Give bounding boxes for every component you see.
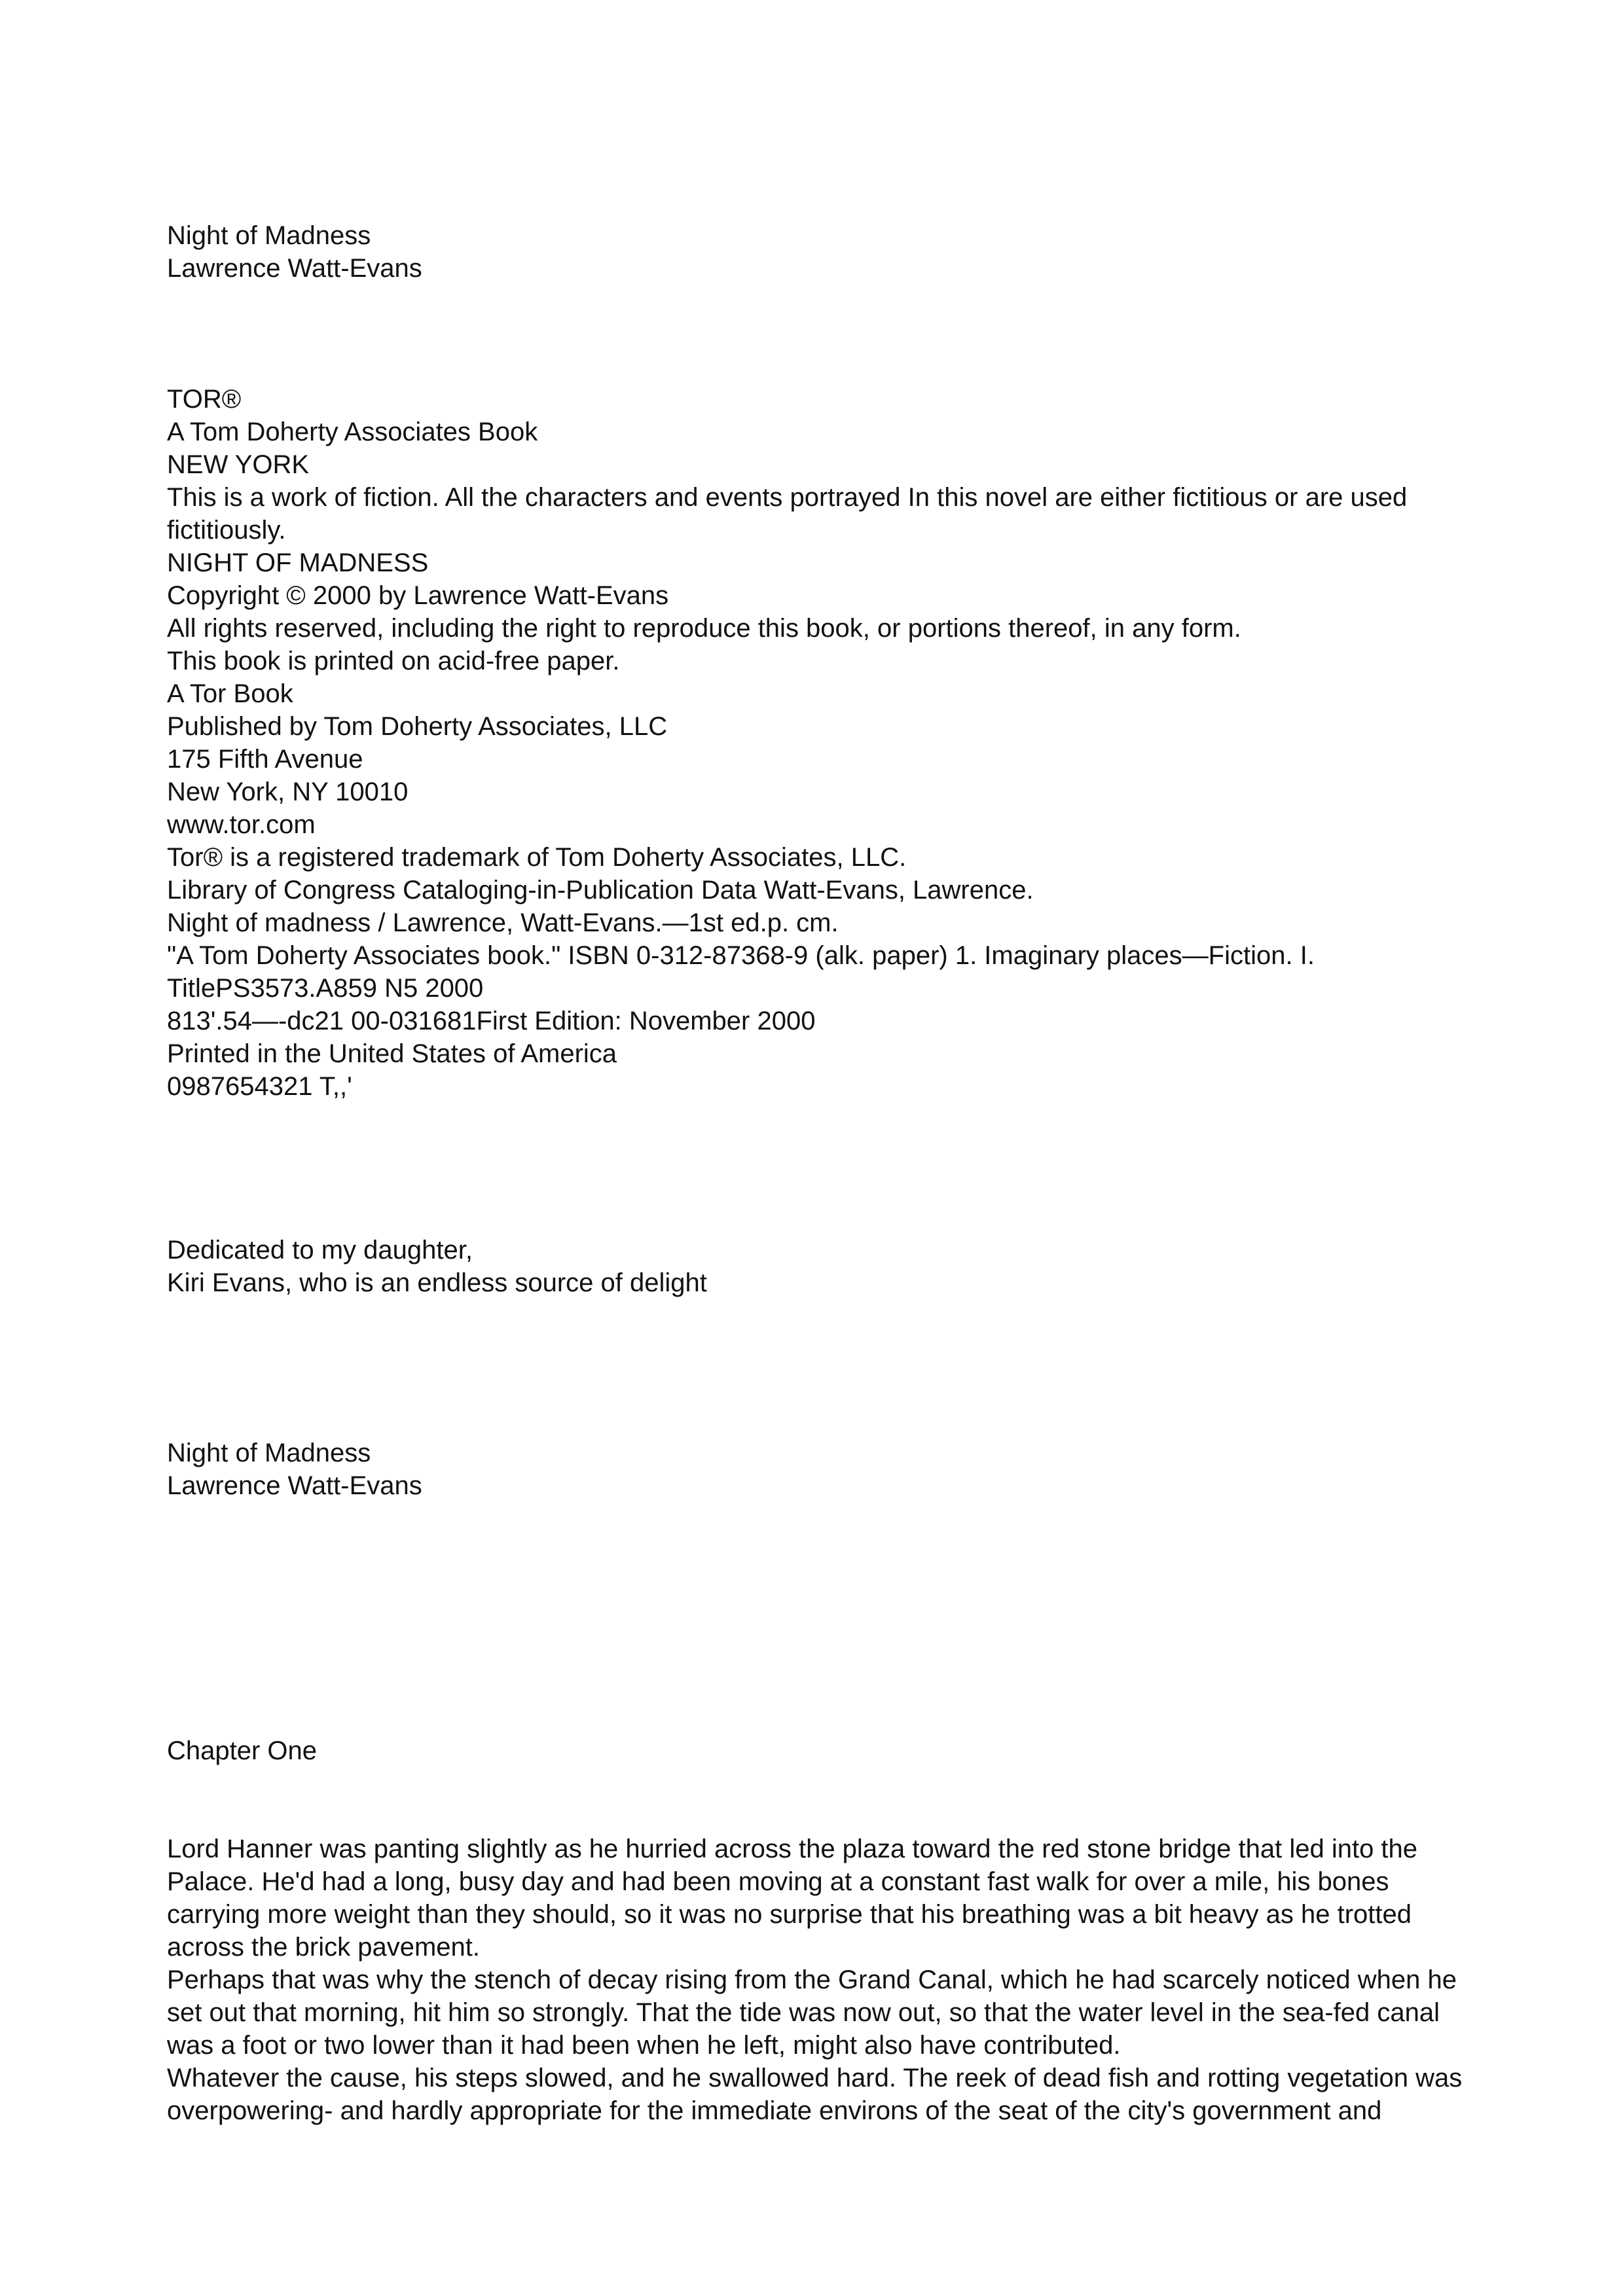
paper-note: This book is printed on acid-free paper. bbox=[167, 647, 620, 675]
chapter-paragraph-3: Whatever the cause, his steps slowed, and he swallowed hard. The reek of dead fish and rotting vegetation was overpowering- and hardly appropriate for the immediate environs of the seat of the city's government and bbox=[167, 2064, 1463, 2125]
cip-isbn: "A Tom Doherty Associates book." ISBN 0-312-87368-9 (alk. paper) 1. Imaginary places—Fiction. I. bbox=[167, 941, 1315, 970]
website: www.tor.com bbox=[167, 810, 316, 839]
book-type: A Tor Book bbox=[167, 679, 293, 708]
book-title: Night of Madness bbox=[167, 221, 371, 250]
book-title-caps: NIGHT OF MADNESS bbox=[167, 548, 429, 577]
dedication-line-1: Dedicated to my daughter, bbox=[167, 1236, 473, 1265]
address-city: New York, NY 10010 bbox=[167, 778, 409, 806]
book-author: Lawrence Watt-Evans bbox=[167, 254, 422, 283]
chapter-heading: Chapter One bbox=[167, 1736, 318, 1765]
copyright-notice: Copyright © 2000 by Lawrence Watt-Evans bbox=[167, 581, 669, 610]
chapter-body bbox=[167, 1833, 1476, 2127]
book-author-repeat: Lawrence Watt-Evans bbox=[167, 1471, 422, 1500]
title-block-2 bbox=[167, 1437, 1476, 1502]
rights-notice: All rights reserved, including the right to reproduce this book, or portions thereof, in any form. bbox=[167, 614, 1241, 643]
address-street: 175 Fifth Avenue bbox=[167, 745, 363, 774]
printed-in: Printed in the United States of America bbox=[167, 1039, 617, 1068]
dedication-block bbox=[167, 1234, 1476, 1299]
published-by: Published by Tom Doherty Associates, LLC bbox=[167, 712, 668, 741]
cip-heading: Library of Congress Cataloging-in-Publication Data Watt-Evans, Lawrence. bbox=[167, 876, 1034, 905]
title-block-1 bbox=[167, 219, 1476, 285]
imprint-line: A Tom Doherty Associates Book bbox=[167, 418, 538, 446]
cip-call-number: TitlePS3573.A859 N5 2000 bbox=[167, 974, 484, 1003]
dedication-line-2: Kiri Evans, who is an endless source of delight bbox=[167, 1268, 707, 1297]
publisher-mark: TOR® bbox=[167, 385, 242, 414]
chapter-heading-block bbox=[167, 1734, 1476, 1767]
book-title-repeat: Night of Madness bbox=[167, 1439, 371, 1467]
chapter-paragraph-1: Lord Hanner was panting slightly as he hurried across the plaza toward the red stone bridge that led into the Palace. He'd had a long, busy day and had been moving at a constant fast walk for over a mile, his bones carrying more weight than they should, so it was no surprise that his breathing was a bit heavy as he trotted across the brick pavement. bbox=[167, 1835, 1418, 1962]
publisher-city: NEW YORK bbox=[167, 450, 310, 479]
chapter-paragraph-2: Perhaps that was why the stench of decay rising from the Grand Canal, which he had scarcely noticed when he set out that morning, hit him so strongly. That the tide was now out, so that the water level in the sea-fed canal was a foot or two lower than it had been when he left, might also have contributed. bbox=[167, 1965, 1457, 2060]
trademark-notice: Tor® is a registered trademark of Tom Doherty Associates, LLC. bbox=[167, 843, 907, 872]
cip-dewey-edition: 813'.54—-dc21 00-031681First Edition: November 2000 bbox=[167, 1007, 816, 1035]
cip-title: Night of madness / Lawrence, Watt-Evans.—1st ed.p. cm. bbox=[167, 908, 839, 937]
copyright-block bbox=[167, 383, 1476, 1103]
fiction-disclaimer: This is a work of fiction. All the characters and events portrayed In this novel are either fictitious or are used fictitiously. bbox=[167, 483, 1408, 545]
print-line: 0987654321 T,,' bbox=[167, 1072, 352, 1101]
